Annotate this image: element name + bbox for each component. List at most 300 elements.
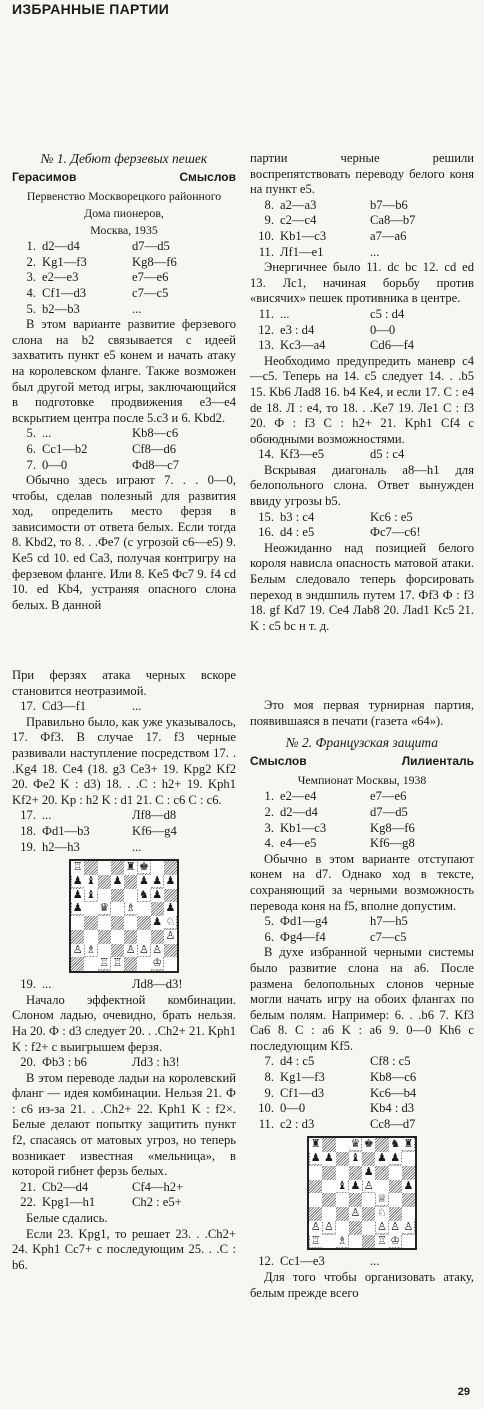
- board-square: [124, 875, 137, 889]
- move-row: [250, 1254, 474, 1270]
- move-number: 6.: [26, 441, 36, 456]
- game1-event-line: Дома пионеров,: [84, 206, 164, 221]
- move-table: [12, 699, 236, 715]
- board-square: [336, 1166, 349, 1180]
- move-row: [250, 229, 474, 245]
- move-number: 10.: [258, 228, 274, 243]
- annotation: Правильно было, как уже указывалось, 17. Фf3. В случае 17. f3 черные развивали наступление посредством 17. . .Kg4 18. Ce4 (18. g3 Ce3+ 19. Kpg2 Kf2 20. Фe2 K : d3) 18. . .C : h2+ 19. Kph1 Kf2+ 20. Kp : h2 K : d1 21. C : c6 C : c6.: [12, 714, 236, 807]
- annotation: Неожиданно над позицией белого короля нависла опасность матовой атаки. Белым следовало теперь форсировать переход в эндшпиль путем 17. Фf3 Ф : f3 18. gf Kd7 19. Ce4 Лab8 20. Лad1 Kc5 21. K : c5 bc н т. д.: [250, 540, 474, 633]
- chess-piece-icon: ♙: [125, 943, 136, 956]
- board-square: [349, 1193, 362, 1207]
- board-square: [389, 1221, 402, 1235]
- move-number: 22.: [20, 1195, 36, 1210]
- move-row: [250, 1117, 474, 1133]
- board-square: [84, 944, 97, 958]
- move-number: 11.: [258, 244, 274, 259]
- board-square: [111, 875, 124, 889]
- chess-piece-icon: ♝: [85, 888, 96, 901]
- board-square: [322, 1138, 335, 1152]
- board-square: [151, 861, 164, 875]
- move-number: 5.: [26, 301, 36, 316]
- move-row: [250, 323, 474, 339]
- move-number: 5.: [264, 914, 274, 929]
- board-square: [84, 875, 97, 889]
- black-move: Kf6—g8: [370, 836, 415, 851]
- black-move: d5 : c4: [370, 447, 405, 462]
- chess-piece-icon: ♞: [138, 888, 149, 901]
- board-square: [336, 1235, 349, 1249]
- running-header: ИЗБРАННЫЕ ПАРТИИ: [12, 1, 170, 17]
- white-move: Kc3—a4: [280, 338, 326, 353]
- move-number: 13.: [258, 338, 274, 353]
- chess-piece-icon: ♕: [376, 1193, 387, 1206]
- board-square: [309, 1180, 322, 1194]
- black-move: Ca8—b7: [370, 213, 416, 228]
- move-number: 9.: [264, 213, 274, 228]
- game1-black: Смыслов: [179, 169, 236, 184]
- move-number: 14.: [258, 447, 274, 462]
- black-move: Фc7—c6!: [370, 525, 421, 540]
- black-move: Kg8—f6: [370, 820, 415, 835]
- white-move: Cf1—d3: [42, 285, 87, 300]
- board-square: [111, 916, 124, 930]
- game1-players: [12, 170, 236, 186]
- white-move: Cb2—d4: [42, 1179, 89, 1194]
- move-row: [250, 338, 474, 354]
- board-square: [349, 1138, 362, 1152]
- board-square: [84, 861, 97, 875]
- move-row: [12, 840, 236, 856]
- white-move: b2—b3: [42, 301, 80, 316]
- white-move: 0—0: [42, 457, 68, 472]
- board-square: [309, 1166, 322, 1180]
- white-move: e2—e3: [42, 270, 79, 285]
- move-table: [12, 808, 236, 855]
- black-move: ...: [132, 301, 142, 316]
- white-move: ...: [42, 808, 52, 823]
- move-row: [12, 426, 236, 442]
- move-number: 6.: [264, 929, 274, 944]
- move-row: [250, 198, 474, 214]
- move-row: [12, 442, 236, 458]
- white-move: Фg4—f4: [280, 929, 326, 944]
- board-square: [375, 1152, 388, 1166]
- chess-piece-icon: ♟: [152, 888, 163, 901]
- white-move: Cf1—d3: [280, 1085, 325, 1100]
- game1-event-line: Москва, 1935: [90, 223, 158, 238]
- chess-piece-icon: ♙: [152, 943, 163, 956]
- board-square: [322, 1180, 335, 1194]
- chess-piece-icon: ♚: [363, 1138, 374, 1151]
- black-move: c7—c5: [132, 285, 169, 300]
- chess-piece-icon: ♜: [403, 1138, 414, 1151]
- chess-piece-icon: ♔: [390, 1234, 401, 1247]
- chess-piece-icon: ♝: [337, 1179, 348, 1192]
- black-move: Фd8—c7: [132, 457, 180, 472]
- move-table: [250, 447, 474, 463]
- board-square: [137, 930, 150, 944]
- move-row: [250, 914, 474, 930]
- board-square: [375, 1221, 388, 1235]
- black-move: Cd6—f4: [370, 338, 415, 353]
- black-move: ...: [132, 699, 142, 714]
- annotation: Это моя первая турнирная партия, появившаяся в печати (газета «64»).: [250, 698, 474, 728]
- annotation: В этом переводе ладьи на королевский фланг — идея комбинации. Нельзя 21. Ф : c6 из-за 21. . .Ch2+ 22. Kph1 K : f2×. Белые делают попытку защитить пункт f2, спасаясь от матовых угроз, но теперь возникает известная «мельница», в которой гибнет ферзь белых.: [12, 1070, 236, 1179]
- chess-piece-icon: ♟: [323, 1152, 334, 1165]
- chess-diagram: [307, 1136, 417, 1250]
- move-number: 10.: [258, 1101, 274, 1116]
- right-column-top: [250, 151, 474, 634]
- move-number: 4.: [264, 836, 274, 851]
- board-square: [362, 1193, 375, 1207]
- chess-piece-icon: ♘: [376, 1207, 387, 1220]
- black-move: Cf8—d6: [132, 441, 177, 456]
- board-square: [137, 944, 150, 958]
- chess-piece-icon: ♟: [72, 888, 83, 901]
- white-move: ...: [42, 426, 52, 441]
- board-square: [322, 1152, 335, 1166]
- board-square: [349, 1221, 362, 1235]
- black-move: Cc8—d7: [370, 1116, 416, 1131]
- chess-piece-icon: ♖: [99, 957, 110, 970]
- board-square: [111, 944, 124, 958]
- chess-piece-icon: ♞: [390, 1138, 401, 1151]
- move-number: 3.: [26, 270, 36, 285]
- black-move: Ch2 : e5+: [132, 1195, 182, 1210]
- chess-piece-icon: ♟: [112, 874, 123, 887]
- board-square: [336, 1193, 349, 1207]
- move-row: [250, 307, 474, 323]
- board-square: [375, 1138, 388, 1152]
- board-square: [389, 1152, 402, 1166]
- board-square: [98, 861, 111, 875]
- board-square: [98, 875, 111, 889]
- board-square: [336, 1180, 349, 1194]
- board-square: [98, 916, 111, 930]
- move-row: [12, 239, 236, 255]
- white-move: Фd1—b3: [42, 823, 90, 838]
- move-row: [12, 1195, 236, 1211]
- board-square: [151, 957, 164, 971]
- chess-piece-icon: ♛: [99, 902, 110, 915]
- board-square: [164, 861, 177, 875]
- chess-piece-icon: ♟: [403, 1179, 414, 1192]
- white-move: h2—h3: [42, 839, 80, 854]
- board-square: [98, 930, 111, 944]
- chess-piece-icon: ♟: [390, 1152, 401, 1165]
- move-number: 16.: [258, 525, 274, 540]
- chess-piece-icon: ♟: [152, 874, 163, 887]
- board-square: [309, 1138, 322, 1152]
- board-square: [362, 1235, 375, 1249]
- board-square: [71, 902, 84, 916]
- move-number: 3.: [264, 820, 274, 835]
- chess-piece-icon: ♟: [152, 916, 163, 929]
- annotation: При ферзях атака черных вскоре становится неотразимой.: [12, 668, 236, 698]
- board-square: [124, 930, 137, 944]
- board-square: [164, 957, 177, 971]
- move-number: 20.: [20, 1055, 36, 1070]
- board-square: [111, 902, 124, 916]
- move-row: [250, 510, 474, 526]
- board-square: [402, 1152, 415, 1166]
- black-move: Kc6—b4: [370, 1085, 417, 1100]
- board-square: [111, 889, 124, 903]
- white-move: d4 : c5: [280, 1054, 315, 1069]
- board-square: [375, 1166, 388, 1180]
- left-column-top: [12, 151, 236, 613]
- board-square: [402, 1166, 415, 1180]
- board-square: [402, 1193, 415, 1207]
- annotation: Для того чтобы организовать атаку, белым прежде всего: [250, 1270, 474, 1300]
- board-square: [164, 944, 177, 958]
- game2-title: № 2. Французская защита: [285, 735, 439, 751]
- board-square: [137, 875, 150, 889]
- move-number: 1.: [264, 789, 274, 804]
- left-column-bottom: [12, 668, 236, 1273]
- white-move: Фb3 : b6: [42, 1055, 87, 1070]
- white-move: Cc1—b2: [42, 441, 88, 456]
- move-number: 7.: [26, 457, 36, 472]
- board-square: [71, 944, 84, 958]
- annotation: Белые сдались.: [26, 1211, 108, 1226]
- black-move: d7—d5: [132, 239, 170, 254]
- board-square: [151, 875, 164, 889]
- game2-white: Смыслов: [250, 753, 307, 768]
- board-square: [362, 1152, 375, 1166]
- board-square: [336, 1207, 349, 1221]
- board-square: [164, 930, 177, 944]
- board-square: [336, 1221, 349, 1235]
- move-row: [12, 808, 236, 824]
- chess-diagram: [69, 859, 179, 973]
- white-move: ...: [280, 306, 290, 321]
- board-square: [111, 861, 124, 875]
- move-number: 12.: [258, 322, 274, 337]
- board-square: [309, 1235, 322, 1249]
- white-move: c2 : d3: [280, 1116, 315, 1131]
- white-move: a2—a3: [280, 197, 317, 212]
- board-square: [349, 1235, 362, 1249]
- chess-piece-icon: ♙: [363, 1179, 374, 1192]
- black-move: Kg8—f6: [132, 254, 177, 269]
- white-move: Kg1—f3: [42, 254, 87, 269]
- move-row: [250, 245, 474, 261]
- board-square: [309, 1207, 322, 1221]
- chess-piece-icon: ♟: [376, 1152, 387, 1165]
- black-move: c7—c5: [370, 929, 407, 944]
- black-move: 0—0: [370, 322, 396, 337]
- board-square: [362, 1138, 375, 1152]
- black-move: Kb4 : d3: [370, 1101, 415, 1116]
- board-square: [84, 902, 97, 916]
- board-square: [137, 861, 150, 875]
- board-square: [98, 957, 111, 971]
- board-square: [362, 1221, 375, 1235]
- board-square: [322, 1221, 335, 1235]
- move-number: 12.: [258, 1254, 274, 1269]
- board-square: [84, 930, 97, 944]
- board-square: [309, 1193, 322, 1207]
- board-square: [98, 944, 111, 958]
- chess-piece-icon: ♝: [85, 874, 96, 887]
- move-table: [12, 426, 236, 473]
- chess-piece-icon: ♗: [125, 902, 136, 915]
- board-square: [164, 902, 177, 916]
- white-move: Лf1—e1: [280, 244, 324, 259]
- move-row: [250, 789, 474, 805]
- page-number: 29: [457, 1386, 470, 1399]
- chess-piece-icon: ♙: [390, 1220, 401, 1233]
- board-square: [137, 902, 150, 916]
- white-move: d2—d4: [280, 804, 318, 819]
- game1-white: Герасимов: [12, 169, 77, 184]
- move-row: [250, 1101, 474, 1117]
- chess-piece-icon: ♟: [138, 874, 149, 887]
- move-number: 2.: [26, 254, 36, 269]
- move-row: [12, 270, 236, 286]
- annotation: В этом варианте развитие ферзевого слона на b2 связывается с идеей захватить пункт e5 конем и начать атаку на королевском фланге. Также возможен был другой метод игры, заключающийся в подготовке продвижения e3—e4 вскрытием центра после 5.c3 и 6. Kbd2.: [12, 317, 236, 425]
- chess-piece-icon: ♖: [72, 861, 83, 874]
- white-move: Kpg1—h1: [42, 1195, 96, 1210]
- white-move: e3 : d4: [280, 322, 315, 337]
- board-square: [124, 889, 137, 903]
- board-square: [124, 916, 137, 930]
- chess-piece-icon: ♙: [138, 943, 149, 956]
- move-number: 5.: [26, 426, 36, 441]
- board-square: [402, 1207, 415, 1221]
- game2-black: Лилиенталь: [401, 753, 474, 768]
- board-square: [375, 1235, 388, 1249]
- chess-piece-icon: ♙: [403, 1220, 414, 1233]
- board-square: [322, 1207, 335, 1221]
- black-move: e7—e6: [370, 789, 407, 804]
- black-move: a7—a6: [370, 228, 407, 243]
- board-square: [151, 916, 164, 930]
- board-square: [349, 1207, 362, 1221]
- board-square: [164, 889, 177, 903]
- annotation: Необходимо предупредить маневр c4—c5. Теперь на 14. c5 следует 14. . .b5 15. Kb6 Лad8 16. b4 Ke4, и если 17. C : e4 de 18. Л : e4, то 18. . .Ke7 19. Лe1 C : f3 20. Ф : f3 C : h2+ 21. Kph1 Cf4 с обоюдными возможностями.: [250, 353, 474, 446]
- move-number: 2.: [264, 804, 274, 819]
- white-move: Kg1—f3: [280, 1070, 325, 1085]
- move-number: 1.: [26, 239, 36, 254]
- board-square: [151, 902, 164, 916]
- board-square: [322, 1193, 335, 1207]
- board-square: [71, 930, 84, 944]
- board-square: [362, 1180, 375, 1194]
- move-row: [12, 977, 236, 993]
- board-square: [164, 916, 177, 930]
- move-row: [12, 824, 236, 840]
- chess-piece-icon: ♚: [138, 861, 149, 874]
- move-table: [250, 510, 474, 541]
- board-square: [71, 916, 84, 930]
- board-square: [124, 902, 137, 916]
- chess-piece-icon: ♖: [310, 1234, 321, 1247]
- move-number: 7.: [264, 1054, 274, 1069]
- chess-piece-icon: ♘: [165, 916, 176, 929]
- chess-piece-icon: ♔: [152, 957, 163, 970]
- move-table: [250, 1254, 474, 1270]
- board-square: [84, 916, 97, 930]
- board-square: [137, 916, 150, 930]
- white-move: Kb1—c3: [280, 228, 327, 243]
- annotation: В духе избранной черными системы было развитие слона на a6. После размена белопольных слонов черные могли начать игру на обоих флангах по белым полям. Например: 6. . .b6 7. Kf3 Ca6 8. C : a6 K : a6 9. 0—0 Kh6 с последующим Kf5.: [250, 945, 474, 1053]
- chess-piece-icon: ♟: [72, 902, 83, 915]
- move-row: [250, 821, 474, 837]
- black-move: ...: [132, 839, 142, 854]
- move-table: [12, 1055, 236, 1071]
- white-move: 0—0: [280, 1101, 306, 1116]
- board-square: [349, 1166, 362, 1180]
- chess-piece-icon: ♛: [350, 1138, 361, 1151]
- chess-piece-icon: ♙: [310, 1220, 321, 1233]
- board-square: [98, 889, 111, 903]
- chess-piece-icon: ♟: [165, 902, 176, 915]
- board-square: [84, 889, 97, 903]
- black-move: Kb8—c6: [132, 426, 179, 441]
- move-row: [250, 1054, 474, 1070]
- board-square: [349, 1180, 362, 1194]
- board-square: [389, 1138, 402, 1152]
- board-square: [362, 1166, 375, 1180]
- move-number: 4.: [26, 285, 36, 300]
- black-move: b7—b6: [370, 197, 408, 212]
- move-number: 21.: [20, 1179, 36, 1194]
- board-square: [322, 1166, 335, 1180]
- chess-piece-icon: ♟: [350, 1179, 361, 1192]
- board-square: [151, 930, 164, 944]
- move-number: 17.: [20, 699, 36, 714]
- board-square: [137, 957, 150, 971]
- white-move: ...: [42, 977, 52, 992]
- board-square: [124, 957, 137, 971]
- move-number: 19.: [20, 977, 36, 992]
- chess-piece-icon: ♙: [165, 929, 176, 942]
- chess-piece-icon: ♖: [376, 1234, 387, 1247]
- chess-piece-icon: ♙: [376, 1220, 387, 1233]
- chess-piece-icon: ♙: [350, 1207, 361, 1220]
- board-square: [402, 1138, 415, 1152]
- board-square: [389, 1207, 402, 1221]
- board-square: [124, 861, 137, 875]
- move-row: [250, 1086, 474, 1102]
- move-row: [250, 213, 474, 229]
- move-row: [12, 699, 236, 715]
- board-square: [71, 957, 84, 971]
- chess-piece-icon: ♗: [337, 1234, 348, 1247]
- move-table: [12, 977, 236, 993]
- board-square: [362, 1207, 375, 1221]
- black-move: d7—d5: [370, 804, 408, 819]
- game2-event: Чемпионат Москвы, 1938: [297, 773, 427, 788]
- game1-event-line: Первенство Москворецкого районного: [26, 189, 222, 204]
- annotation: Начало эффектной комбинации. Слоном ладью, очевидно, брать нельзя. На 20. Ф : d3 следует 20. . .Ch2+ 21. Kph1 K : f2+ с выигрышем ферзя.: [12, 992, 236, 1054]
- board-square: [71, 875, 84, 889]
- annotation: Обычно здесь играют 7. . . 0—0, чтобы, сделав полезный для развития ход, определить место ферзя в зависимости от ответа белых. Если тогда 8. Kbd2, то 8. . .Фe7 (с угрозой c6—e5) 9. Ke5 cd 10. ed Ca3, получая контригру на ферзевом фланге. Или 8. Ke5 Фc7 9. f4 cd 10. ed Kb4, устраняя опасного слона белых. В данной: [12, 473, 236, 612]
- board-square: [389, 1166, 402, 1180]
- game2-players: [250, 754, 474, 770]
- move-row: [250, 930, 474, 946]
- chess-piece-icon: ♗: [85, 943, 96, 956]
- board-square: [84, 957, 97, 971]
- move-row: [250, 1070, 474, 1086]
- black-move: Kf6—g4: [132, 823, 177, 838]
- black-move: Kc6 : e5: [370, 509, 413, 524]
- board-square: [336, 1138, 349, 1152]
- white-move: d4 : e5: [280, 525, 315, 540]
- board-square: [402, 1235, 415, 1249]
